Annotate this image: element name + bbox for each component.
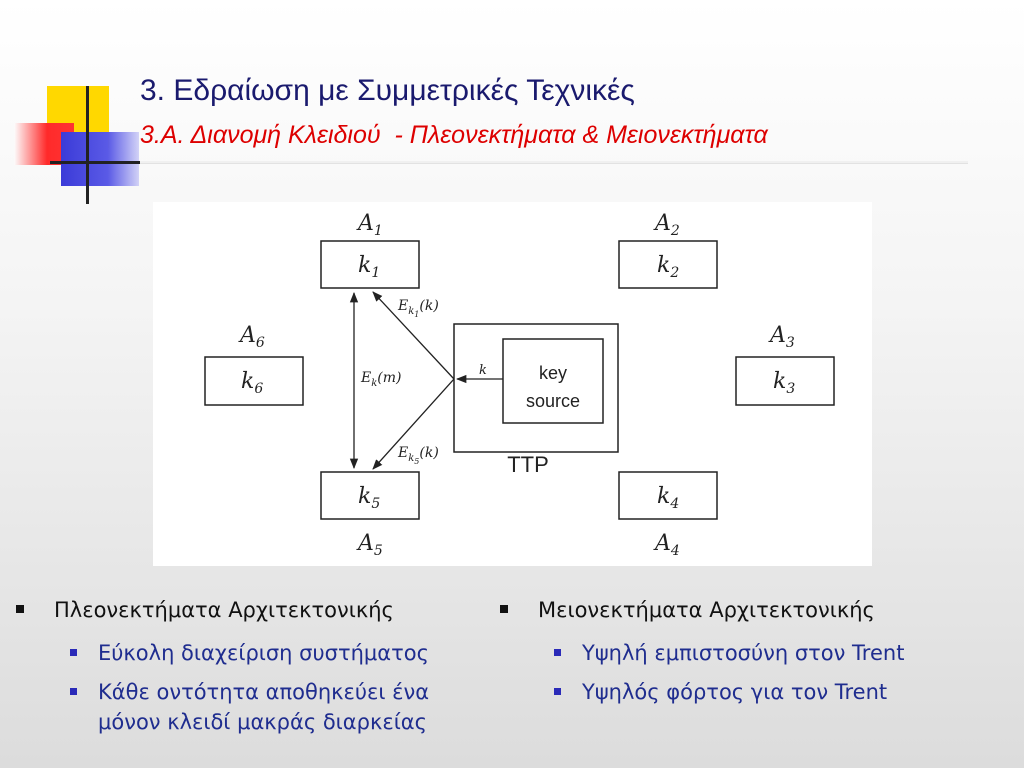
node-A2-key: $k_2$ xyxy=(657,253,680,281)
node-A6-name: $A_6$ xyxy=(240,323,265,351)
node-A2 xyxy=(619,211,717,288)
key-distribution-diagram xyxy=(153,202,872,566)
advantage-item: Κάθε οντότητα αποθηκεύει ένα μόνον κλειδί μακράς διαρκείας xyxy=(16,677,486,737)
advantage-item: Εύκολη διαχείριση συστήματος xyxy=(16,638,486,668)
bullet-square-icon xyxy=(70,649,77,656)
logo-vertical-line xyxy=(86,86,89,204)
ttp-label: TTP xyxy=(507,452,549,477)
node-A5-name: $A_5$ xyxy=(358,531,383,559)
node-A6 xyxy=(205,323,303,405)
key-source-line1: key xyxy=(538,363,568,383)
node-A1-name: $A_1$ xyxy=(358,211,383,239)
bullet-square-icon xyxy=(16,605,24,613)
title-divider xyxy=(140,161,968,164)
node-A5 xyxy=(321,472,419,559)
edge-label-e1: $E_{k1}(k)$ xyxy=(398,298,439,319)
node-A5-key: $k_5$ xyxy=(358,484,381,512)
disadvantage-item: Υψηλός φόρτος για τον Trent xyxy=(500,677,1000,707)
advantages-list xyxy=(16,596,486,746)
slide-subtitle: 3.Α. Διανομή Κλειδιού - Πλεονεκτήματα & Μειονεκτήματα xyxy=(140,121,768,149)
bullet-square-icon xyxy=(500,605,508,613)
node-A1 xyxy=(321,211,419,288)
logo-blue-bar xyxy=(61,132,139,186)
node-A3-name: $A_3$ xyxy=(770,323,795,351)
node-A6-key: $k_6$ xyxy=(241,369,264,397)
diagram-svg xyxy=(153,202,872,566)
edge-label-k: k xyxy=(479,363,487,378)
node-A3-key: $k_3$ xyxy=(773,369,796,397)
node-A3 xyxy=(736,323,834,405)
key-source-line2: source xyxy=(525,391,581,411)
node-A2-name: $A_2$ xyxy=(655,211,680,239)
logo-horizontal-line xyxy=(50,161,150,164)
disadvantages-heading: Μειονεκτήματα Αρχιτεκτονικής xyxy=(500,596,1000,624)
node-A4-key: $k_4$ xyxy=(657,484,680,512)
slide-title: 3. Εδραίωση με Συμμετρικές Τεχνικές xyxy=(140,74,635,107)
node-A4 xyxy=(619,472,717,559)
ttp-box xyxy=(454,324,618,477)
advantages-heading: Πλεονεκτήματα Αρχιτεκτονικής xyxy=(16,596,486,624)
edge-label-em: $E_k(m)$ xyxy=(361,370,402,389)
bullet-square-icon xyxy=(554,688,561,695)
node-A4-name: $A_4$ xyxy=(655,531,680,559)
bullet-square-icon xyxy=(554,649,561,656)
node-A1-key: $k_1$ xyxy=(358,253,381,281)
disadvantages-list xyxy=(500,596,1000,716)
bullet-square-icon xyxy=(70,688,77,695)
edge-label-e5: $E_{k5}(k)$ xyxy=(398,445,439,466)
disadvantage-item: Υψηλή εμπιστοσύνη στον Trent xyxy=(500,638,1000,668)
